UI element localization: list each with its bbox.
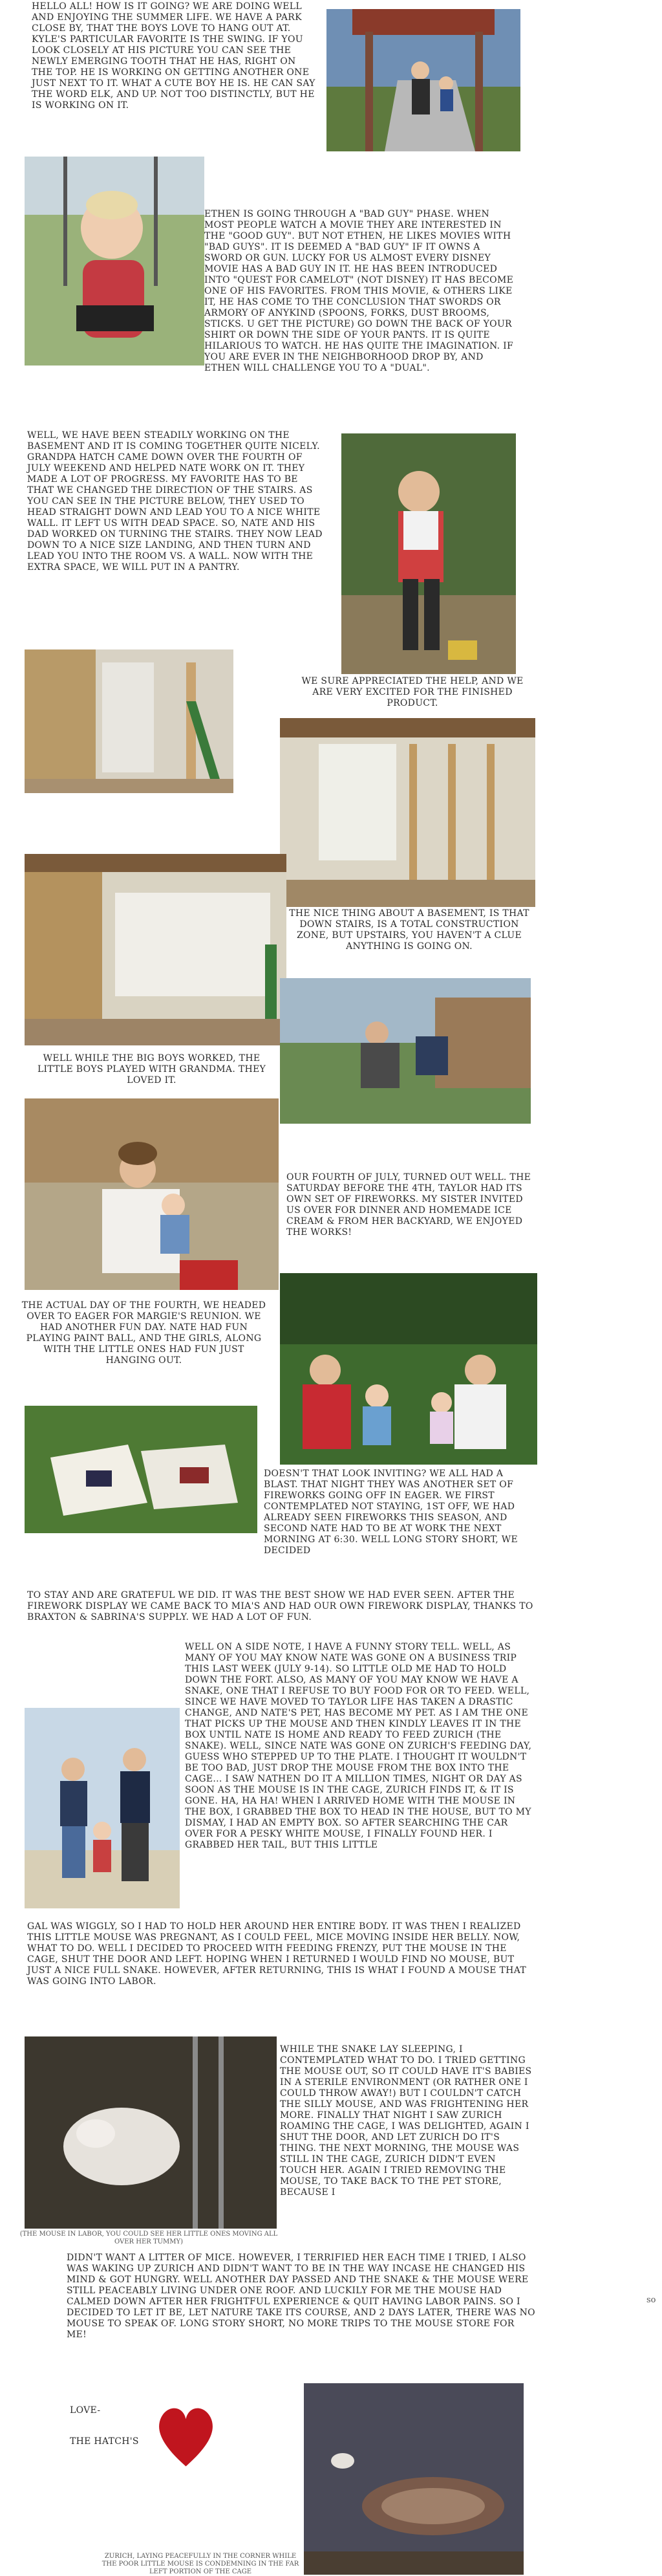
photo-snake-cage [304,2383,524,2575]
snake-sleeping-text: WHILE THE SNAKE LAY SLEEPING, I CONTEMPLATED WHAT TO DO. I TRIED GETTING THE MOUSE OUT, SO IT COULD HAVE IT'S BABIES IN A STERILE ENVIRONMENT (OR RATHER ONE I COULD THROW AWAY!) BUT I COULDN'T CATCH THE SILLY MOUSE, AND WAS FRIGHTENING HER MORE. FINALLY THAT NIGHT I SAW ZURICH ROAMING THE CAGE, I WAS DELIGHTED, AGAIN I SHUT THE DOOR, AND LET ZURICH DO IT'S THING. THE NEXT MORNING, THE MOUSE WAS STILL IN THE CAGE, ZURICH DIDN'T EVEN TOUCH HER. AGAIN I TRIED REMOVING THE MOUSE, TO TAKE BACK TO THE PET STORE, BECAUSE I [280,2044,532,2198]
photo-stairs-new [280,718,535,907]
construction-text: THE NICE THING ABOUT A BASEMENT, IS THAT DOWN STAIRS, IS A TOTAL CONSTRUCTION ZONE, BUT UPSTAIRS, YOU HAVEN'T A CLUE ANYTHING IS GOING ON. [289,908,529,952]
ethen-text: ETHEN IS GOING THROUGH A "BAD GUY" PHASE. WHEN MOST PEOPLE WATCH A MOVIE THEY ARE INTERESTED IN THE "GOOD GUY". BUT NOT ETHEN, HE LIKES MOVIES WITH "BAD GUYS". IT IS DEEMED A "BAD GUY" IF IT OWNS A SWORD OR GUN. LUCKY FOR US ALMOST EVERY DISNEY MOVIE HAS A BAD GUY IN IT. HE HAS BEEN INTRODUCED INTO "QUEST FOR CAMELOT" (NOT DISNEY) IT HAS BECOME ONE OF HIS FAVORITES. FROM THIS MOVIE, & OTHERS LIKE IT, HE HAS COME TO THE CONCLUSION THAT SWORDS OR ARMORY OF ANYKIND (SPOONS, FORKS, DUST BROOMS, STICKS. U GET THE PICTURE) GO DOWN THE BACK OF YOUR SHIRT OR DOWN THE SIDE OF YOUR PANTS. IT IS QUITE HILARIOUS TO WATCH. HE HAS QUITE THE IMAGINATION. IF YOU ARE EVER IN THE NEIGHBORHOOD DROP BY, AND ETHEN WILL CHALLENGE YOU TO A "DUAL". [204,209,514,373]
thanks-text: WE SURE APPRECIATED THE HELP, AND WE ARE VERY EXCITED FOR THE FINISHED PRODUCT. [301,676,524,708]
love-text: LOVE- [70,2405,101,2416]
mouse-labor-text: GAL WAS WIGGLY, SO I HAD TO HOLD HER AROUND HER ENTIRE BODY. IT WAS THEN I REALIZED THIS LITTLE MOUSE WAS PREGNANT, AS I COULD FEEL, MICE MOVING INSIDE HER BELLY. NOW, WHAT TO DO. WELL I DECIDED TO PROCEED WITH FEEDING FRENZY, PUT THE MOUSE IN THE CAGE, SHUT THE DOOR AND LEFT. HOPING WHEN I RETURNED I WOULD FIND NO MOUSE, BUT JUST A NICE FULL SNAKE. HOWEVER, AFTER RETURNING, THIS IS WHAT I FOUND A MOUSE THAT WAS GOING INTO LABOR. [27,1921,526,1987]
conclusion-text: DIDN'T WANT A LITTER OF MICE. HOWEVER, I TERRIFIED HER EACH TIME I TRIED, I ALSO WAS WAKING UP ZURICH AND DIDN'T WANT TO BE IN THE WAY INCASE HE CHANGED HIS MIND & GOT HUNGRY. WELL ANOTHER DAY PASSED AND THE SNAKE & THE MOUSE WERE STILL PEACEABLY LIVING UNDER ONE ROOF. AND LUCKILY FOR ME THE MOUSE HAD CALMED DOWN AFTER HER FRIGHTFUL EXPERIENCE & QUIT HAVING LABOR PAINS. SO I DECIDED TO LET IT BE, LET NATURE TAKE ITS COURSE, AND 2 DAYS LATER, THERE WAS NO MOUSE TO SPEAK OF. LONG STORY SHORT, NO MORE TRIPS TO THE MOUSE STORE FOR ME! [67,2253,535,2340]
photo-family [25,1708,180,1908]
zurich-caption: ZURICH, LAYING PEACEFULLY IN THE CORNER WHILE THE POOR LITTLE MOUSE IS CONDEMNING IN THE FAR LEFT PORTION OF THE CAGE [101,2553,299,2575]
photo-mouse-labor [25,2036,277,2229]
heart-icon [155,2400,217,2471]
photo-blankets [25,1406,257,1533]
side-note: so [646,2295,656,2305]
photo-basement-room [25,854,286,1045]
inviting-text: DOESN'T THAT LOOK INVITING? WE ALL HAD A BLAST. THAT NIGHT THEY WAS ANOTHER SET OF FIREWORKS GOING OFF IN EAGER. WE FIRST CONTEMPLATED NOT STAYING, 1ST OFF, WE HAD ALREADY SEEN FIREWORKS THIS SEASON, AND SECOND NATE HAD TO BE AT WORK THE NEXT MORNING AT 6:30. WELL LONG STORY SHORT, WE DECIDED [264,1468,518,1556]
intro-text: HELLO ALL! HOW IS IT GOING? WE ARE DOING WELL AND ENJOYING THE SUMMER LIFE. WE HAVE A PARK CLOSE BY, THAT THE BOYS LOVE TO HANG OUT AT. KYLE'S PARTICULAR FAVORITE IS THE SWING. IF YOU LOOK CLOSELY AT HIS PICTURE YOU CAN SEE THE NEWLY EMERGING TOOTH THAT HE HAS, RIGHT ON THE TOP. HE IS WORKING ON GETTING ANOTHER ONE JUST NEXT TO IT. WHAT A CUTE BOY HE IS. HE CAN SAY THE WORD ELK, AND UP. NOT TOO DISTINCTLY, BUT HE IS WORKING ON IT. [32,1,315,111]
photo-ethen-sword [341,433,516,674]
mouse-caption: (THE MOUSE IN LABOR, YOU COULD SEE HER LITTLE ONES MOVING ALL OVER HER TUMMY) [19,2231,278,2245]
reunion-text: THE ACTUAL DAY OF THE FOURTH, WE HEADED OVER TO EAGER FOR MARGIE'S REUNION. WE HAD ANOTHER FUN DAY. NATE HAD FUN PLAYING PAINT BALL, AND THE GIRLS, ALONG WITH THE LITTLE ONES HAD FUN JUST HANGING OUT. [21,1300,266,1366]
photo-grandma-boys [25,1098,279,1290]
snake-story-text: WELL ON A SIDE NOTE, I HAVE A FUNNY STORY TELL. WELL, AS MANY OF YOU MAY KNOW NATE WAS GONE ON A BUSINESS TRIP THIS LAST WEEK (JULY 9-14). SO LITTLE OLD ME HAD TO HOLD DOWN THE FORT. ALSO, AS MANY OF YOU MAY KNOW WE HAVE A SNAKE, ONE THAT I REFUSE TO BUY FOOD FOR OR TO FEED. WELL, SINCE WE HAVE MOVED TO TAYLOR LIFE HAS TAKEN A DRASTIC CHANGE, AND NATE'S PET, HAS BECOME MY PET. AS I AM THE ONE THAT PICKS UP THE MOUSE AND THEN KINDLY LEAVES IT IN THE BOX UNTIL NATE IS HOME AND READY TO FEED ZURICH (THE SNAKE). WELL, SINCE NATE WAS GONE ON ZURICH'S FEEDING DAY, GUESS WHO STEPPED UP TO THE PLATE. I THOUGHT IT WOULDN'T BE TOO BAD, JUST DROP THE MOUSE FROM THE BOX INTO THE CAGE... I SAW NATHEN DO IT A MILLION TIMES, NIGHT OR DAY AS SOON AS THE MOUSE IS IN THE CAGE, ZURICH FINDS IT, & IT IS GONE. HA, HA HA! WHEN I ARRIVED HOME WITH THE MOUSE IN THE BOX, I GRABBED THE BOX TO HEAD IN THE HOUSE, BUT TO MY DISMAY, I HAD AN EMPTY BOX. SO AFTER SEARCHING THE CAR OVER FOR A PESKY WHITE MOUSE, I FINALLY FOUND HER. I GRABBED HER TAIL, BUT THIS LITTLE [185,1642,532,1850]
photo-grandma-porch [280,978,531,1124]
photo-stairs-old [25,649,233,793]
basement-text: WELL, WE HAVE BEEN STEADILY WORKING ON THE BASEMENT AND IT IS COMING TOGETHER QUITE NICELY. GRANDPA HATCH CAME DOWN OVER THE FOURTH OF JULY WEEKEND AND HELPED NATE WORK ON IT. THEY MADE A LOT OF PROGRESS. MY FAVORITE HAS TO BE THAT WE CHANGED THE DIRECTION OF THE STAIRS. AS YOU CAN SEE IN THE PICTURE BELOW, THEY USED TO HEAD STRAIGHT DOWN AND LEAD YOU TO A NICE WHITE WALL. IT LEFT US WITH DEAD SPACE. SO, NATE AND HIS DAD WORKED ON TURNING THE STAIRS. THEY NOW LEAD DOWN TO A NICE SIZE LANDING, AND THEN TURN AND LEAD YOU INTO THE ROOM VS. A WALL. NOW WITH THE EXTRA SPACE, WE WILL PUT IN A PANTRY. [27,430,323,573]
fourth-text: OUR FOURTH OF JULY, TURNED OUT WELL. THE SATURDAY BEFORE THE 4TH, TAYLOR HAD ITS OWN SET OF FIREWORKS. MY SISTER INVITED US OVER FOR DINNER AND HOMEMADE ICE CREAM & FROM HER BACKYARD, WE ENJOYED THE WORKS! [286,1172,531,1238]
signature-text: THE HATCH'S [70,2436,139,2447]
photo-reunion-group [280,1273,537,1465]
photo-slide [326,9,520,151]
fireworks-text: TO STAY AND ARE GRATEFUL WE DID. IT WAS THE BEST SHOW WE HAD EVER SEEN. AFTER THE FIREWORK DISPLAY WE CAME BACK TO MIA'S AND HAD OUR OWN FIREWORK DISPLAY, THANKS TO BRAXTON & SABRINA'S SUPPLY. WE HAD A LOT OF FUN. [27,1590,533,1622]
photo-swing [25,157,204,366]
grandma-text: WELL WHILE THE BIG BOYS WORKED, THE LITTLE BOYS PLAYED WITH GRANDMA. THEY LOVED IT. [37,1053,266,1086]
